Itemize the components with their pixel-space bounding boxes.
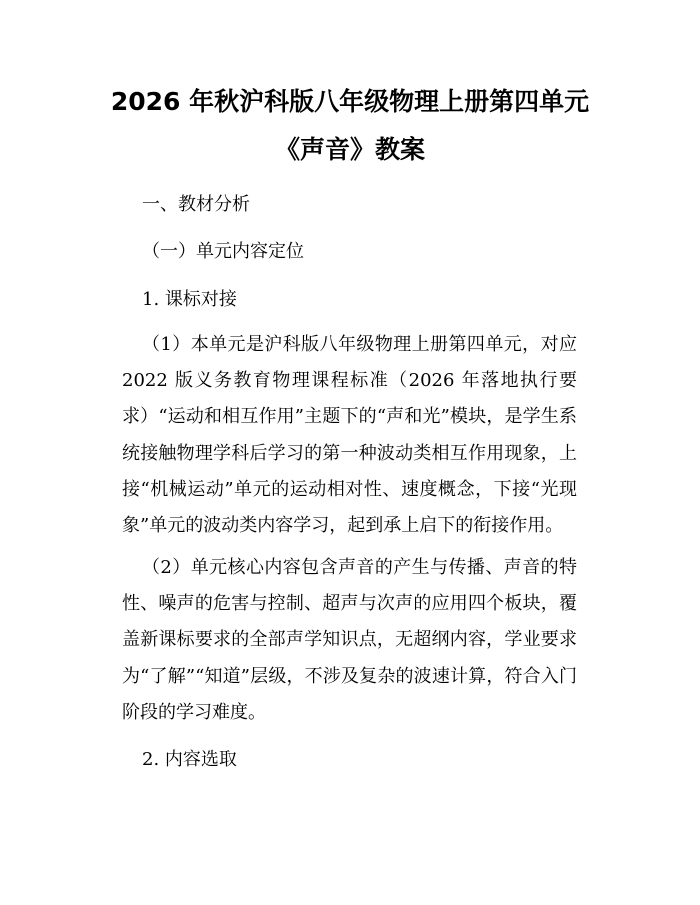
document-title-line-2: 《声音》教案 [274,135,425,164]
item-heading-content-selection: 2. 内容选取 [142,749,237,770]
item-heading-curriculum-alignment: 1. 课标对接 [142,289,237,310]
paragraph-unit-position: （1）本单元是沪科版八年级物理上册第四单元，对应2022 版义务教育物理课程标准（2026 年落地执行要求）“运动和相互作用”主题下的“声和光”模块，是学生系统接触物理学科后学习的第一种波动类相互作用现象，上接“机械运动”单元的运动相对性、速度概念，下接“光现象”单元的波动类内容学习，起到承上启下的衔接作用。 [122,334,577,537]
paragraph-unit-content: （2）单元核心内容包含声音的产生与传播、声音的特性、噪声的危害与控制、超声与次声的应用四个板块，覆盖新课标要求的全部声学知识点，无超纲内容，学业要求为“了解”“知道”层级，不涉及复杂的波速计算，符合入门阶段的学习难度。 [122,557,577,723]
document-title-line-1: 2026 年秋沪科版八年级物理上册第四单元 [110,87,590,116]
subsection-heading-unit-positioning: （一）单元内容定位 [142,241,304,262]
section-heading-teaching-material-analysis: 一、教材分析 [142,194,250,215]
